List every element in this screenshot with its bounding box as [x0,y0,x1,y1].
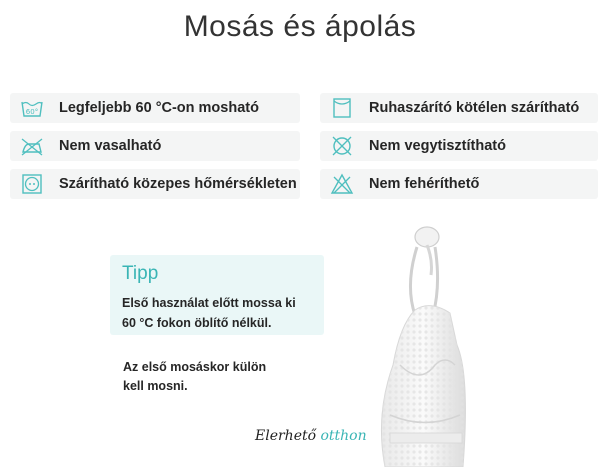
note-line-2: kell mosni. [123,379,188,393]
wash-note [123,358,323,396]
care-item-line-dry [320,93,598,123]
tumble-dry-medium-icon [20,173,44,195]
care-item-bleach [320,169,598,199]
note-line-1: Az első mosáskor külön [123,360,267,374]
no-bleach-icon [330,173,354,195]
no-dry-clean-icon [330,135,354,157]
tip-text-line-2: 60 °C fokon öblítő nélkül. [122,316,272,330]
care-label-dry-clean: Nem vegytisztítható [369,138,506,154]
page-title: Mosás és ápolás [183,10,417,43]
care-item-dry-clean [320,131,598,161]
wash-temp-text: 60° [25,108,39,116]
care-label-line-dry: Ruhaszárító kötélen szárítható [369,100,580,116]
tip-heading: Tipp [122,263,159,284]
care-item-iron [10,131,300,161]
care-label-bleach: Nem fehéríthető [369,176,480,192]
care-label-tumble-dry: Szárítható közepes hőmérsékleten [59,176,297,192]
hook-base [415,227,439,247]
care-label-wash: Legfeljebb 60 °C-on mosható [59,100,259,116]
wash-60-icon [20,97,44,119]
tip-box [110,255,324,335]
towel-hook-image [375,215,600,467]
line-dry-icon [330,97,354,119]
brand-logo [255,428,367,444]
care-label-iron: Nem vasalható [59,138,162,154]
care-item-tumble-dry [10,169,300,199]
brand-part-2: otthon [320,428,367,444]
care-item-wash [10,93,300,123]
tip-text-line-1: Első használat előtt mossa ki [122,296,296,310]
no-iron-icon [20,135,44,157]
brand-part-1: Elerhető [255,428,321,444]
